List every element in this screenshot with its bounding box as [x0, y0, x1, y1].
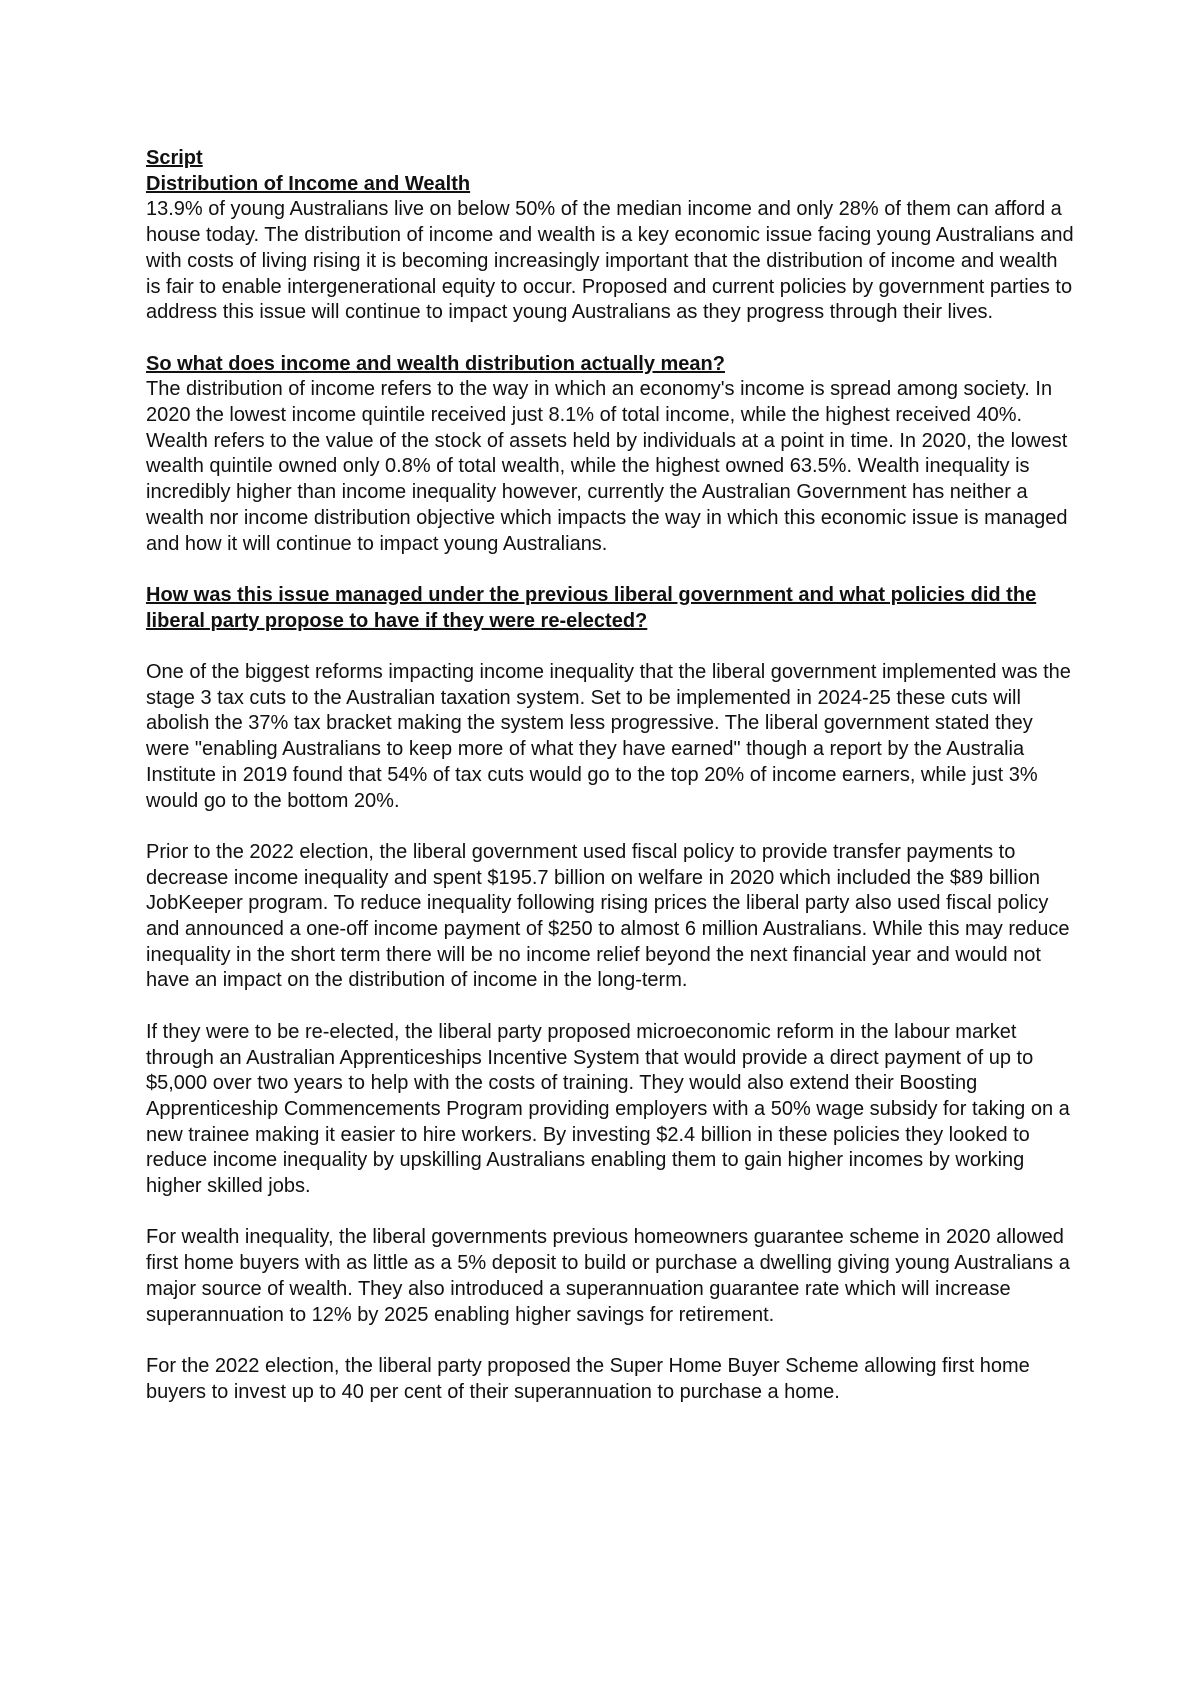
document-page — [146, 146, 1076, 1405]
paragraph-spacer — [146, 994, 1076, 1020]
paragraph-spacer — [146, 326, 1076, 352]
paragraph-spacer — [146, 1328, 1076, 1354]
paragraph-spacer — [146, 557, 1076, 583]
paragraph-spacer — [146, 1200, 1076, 1226]
paragraph-spacer — [146, 814, 1076, 840]
section-paragraph-super-home-buyer: For the 2022 election, the liberal party proposed the Super Home Buyer Scheme allowing first home buyers to invest up to 40 per cent of their superannuation to purchase a home. — [146, 1354, 1030, 1403]
section-heading-meaning: So what does income and wealth distribution actually mean? — [146, 352, 725, 375]
section-paragraph-meaning: The distribution of income refers to the way in which an economy's income is spread among society. In 2020 the lowest income quintile received just 8.1% of total income, while the highest received 40%. Wealth refers to the value of the stock of assets held by individuals at a point in time. In 2020, the lowest wealth quintile owned only 0.8% of total wealth, while the highest owned 63.5%. Wealth inequality is incredibly higher than income inequality however, currently the Australian Government has neither a wealth nor income distribution objective which impacts the way in which this economic issue is managed and how it will continue to impact young Australians. — [146, 378, 1068, 555]
paragraph-spacer — [146, 634, 1076, 660]
section-paragraph-intro: 13.9% of young Australians live on below 50% of the median income and only 28% of them can afford a house today. The distribution of income and wealth is a key economic issue facing young Australians and with costs of living rising it is becoming increasingly important that the distribution of income and wealth is fair to enable intergenerational equity to occur. Proposed and current policies by government parties to address this issue will continue to impact young Australians as they progress through their lives. — [146, 198, 1074, 324]
section-paragraph-apprenticeships: If they were to be re-elected, the liberal party proposed microeconomic reform in the labour market through an Australian Apprenticeships Incentive System that would provide a direct payment of up to $5,000 over two years to help with the costs of training. They would also extend their Boosting Apprenticeship Commencements Program providing employers with a 50% wage subsidy for taking on a new trainee making it easier to hire workers. By investing $2.4 billion in these policies they looked to reduce income inequality by upskilling Australians enabling them to gain higher incomes by working higher skilled jobs. — [146, 1020, 1070, 1198]
section-paragraph-homeowners: For wealth inequality, the liberal governments previous homeowners guarantee scheme in 2020 allowed first home buyers with as little as a 5% deposit to build or purchase a dwelling giving young Australians a major source of wealth. They also introduced a superannuation guarantee rate which will increase superannuation to 12% by 2025 enabling higher savings for retirement. — [146, 1226, 1070, 1326]
section-heading-policies: How was this issue managed under the previous liberal government and what policies did the liberal party propose to have if they were re-elected? — [146, 583, 1037, 632]
section-paragraph-tax-cuts: One of the biggest reforms impacting income inequality that the liberal government implemented was the stage 3 tax cuts to the Australian taxation system. Set to be implemented in 2024-25 these cuts will abolish the 37% tax bracket making the system less progressive. The liberal government stated they were "enabling Australians to keep more of what they have earned" though a report by the Australia Institute in 2019 found that 54% of tax cuts would go to the top 20% of income earners, while just 3% would go to the bottom 20%. — [146, 661, 1071, 812]
document-title: Script — [146, 147, 203, 169]
section-heading-distribution: Distribution of Income and Wealth — [146, 172, 471, 195]
section-paragraph-fiscal-policy: Prior to the 2022 election, the liberal government used fiscal policy to provide transfer payments to decrease income inequality and spent $195.7 billion on welfare in 2020 which included the $89 billion JobKeeper program. To reduce inequality following rising prices the liberal party also used fiscal policy and announced a one-off income payment of $250 to almost 6 million Australians. While this may reduce inequality in the short term there will be no income relief beyond the next financial year and would not have an impact on the distribution of income in the long-term. — [146, 840, 1070, 992]
